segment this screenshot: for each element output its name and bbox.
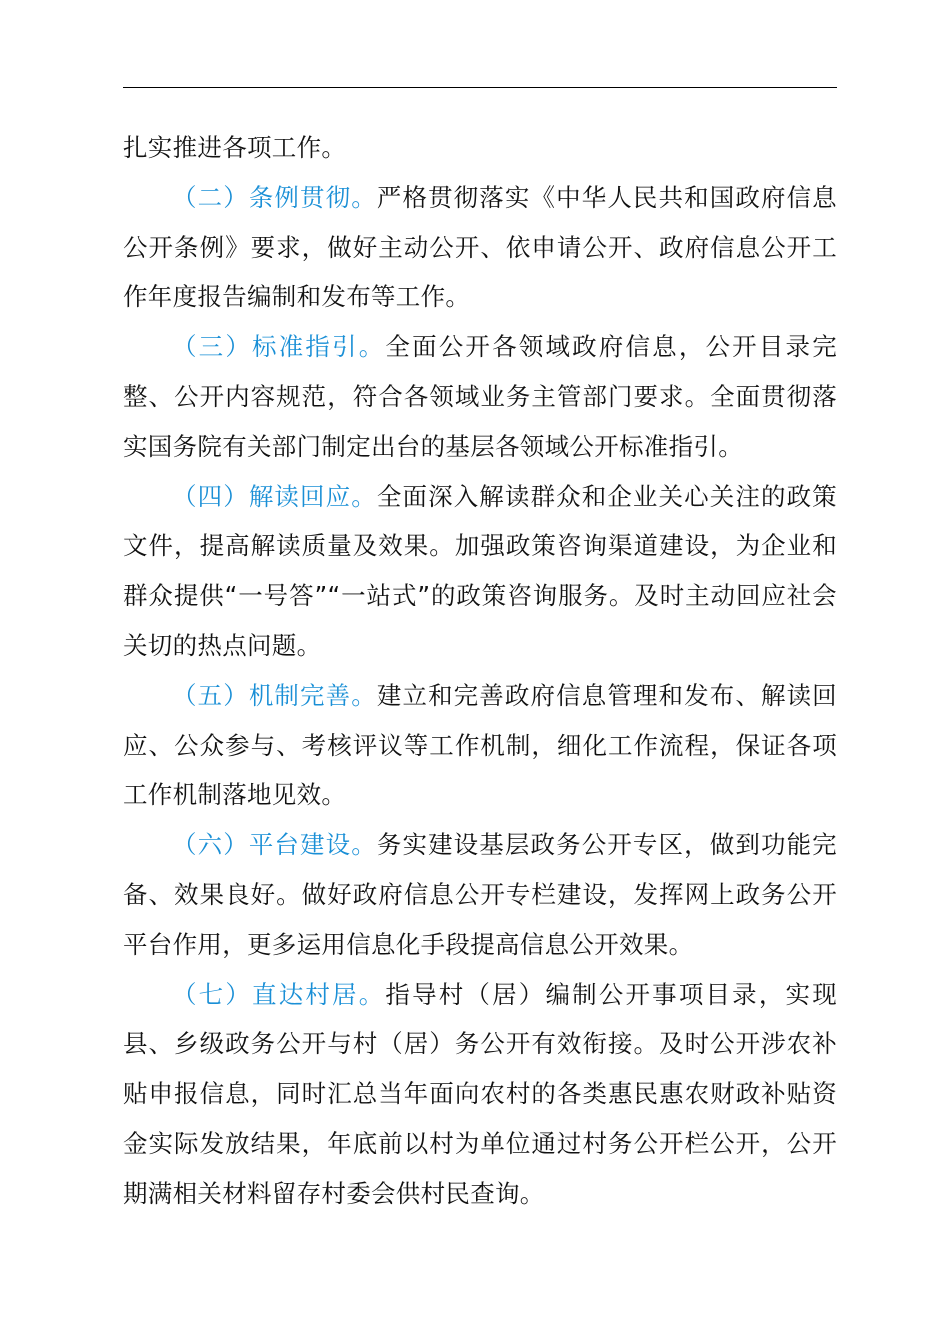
paragraph-text: 严格贯彻落实《中华人民共和国政府信息公开条例》要求，做好主动公开、依申请公开、政府信息公开工作年度报告编制和发布等工作。 (123, 182, 837, 312)
paragraph-village (123, 970, 837, 1219)
paragraph-text: 扎实推进各项工作。 (123, 133, 347, 162)
paragraph-text: 建立和完善政府信息管理和发布、解读回应、公众参与、考核评议等工作机制，细化工作流程，保证各项工作机制落地见效。 (123, 680, 837, 810)
paragraph-text: 务实建设基层政务公开专区，做到功能完备、效果良好。做好政府信息公开专栏建设，发挥网上政务公开平台作用，更多运用信息化手段提高信息公开效果。 (123, 830, 837, 959)
paragraph-mechanism (123, 671, 837, 820)
paragraph-text: 全面公开各领域政府信息，公开目录完整、公开内容规范，符合各领域业务主管部门要求。全面贯彻落实国务院有关部门制定出台的基层各领域公开标准指引。 (123, 332, 837, 461)
section-heading: （三）标准指引。 (172, 332, 386, 362)
paragraph-text: 全面深入解读群众和企业关心关注的政策文件，提高解读质量及效果。加强政策咨询渠道建设，为企业和群众提供“一号答”“一站式”的政策咨询服务。及时主动回应社会关切的热点问题。 (123, 481, 837, 660)
paragraph-standards (123, 322, 837, 471)
section-heading: （七）直达村居。 (172, 979, 386, 1009)
document-body (123, 123, 837, 1219)
section-heading: （六）平台建设。 (172, 830, 377, 860)
section-heading: （四）解读回应。 (172, 481, 377, 511)
paragraph-platform (123, 820, 837, 969)
section-heading: （二）条例贯彻。 (172, 182, 377, 212)
paragraph-continuation (123, 123, 837, 173)
section-heading: （五）机制完善。 (172, 680, 377, 710)
paragraph-text: 指导村（居）编制公开事项目录，实现县、乡级政务公开与村（居）务公开有效衔接。及时公开涉农补贴申报信息，同时汇总当年面向农村的各类惠民惠农财政补贴资金实际发放结果，年底前以村为单位通过村务公开栏公开，公开期满相关材料留存村委会供村民查询。 (123, 979, 837, 1208)
paragraph-regulation (123, 173, 837, 322)
header-rule (123, 87, 837, 88)
paragraph-interpretation (123, 472, 837, 671)
